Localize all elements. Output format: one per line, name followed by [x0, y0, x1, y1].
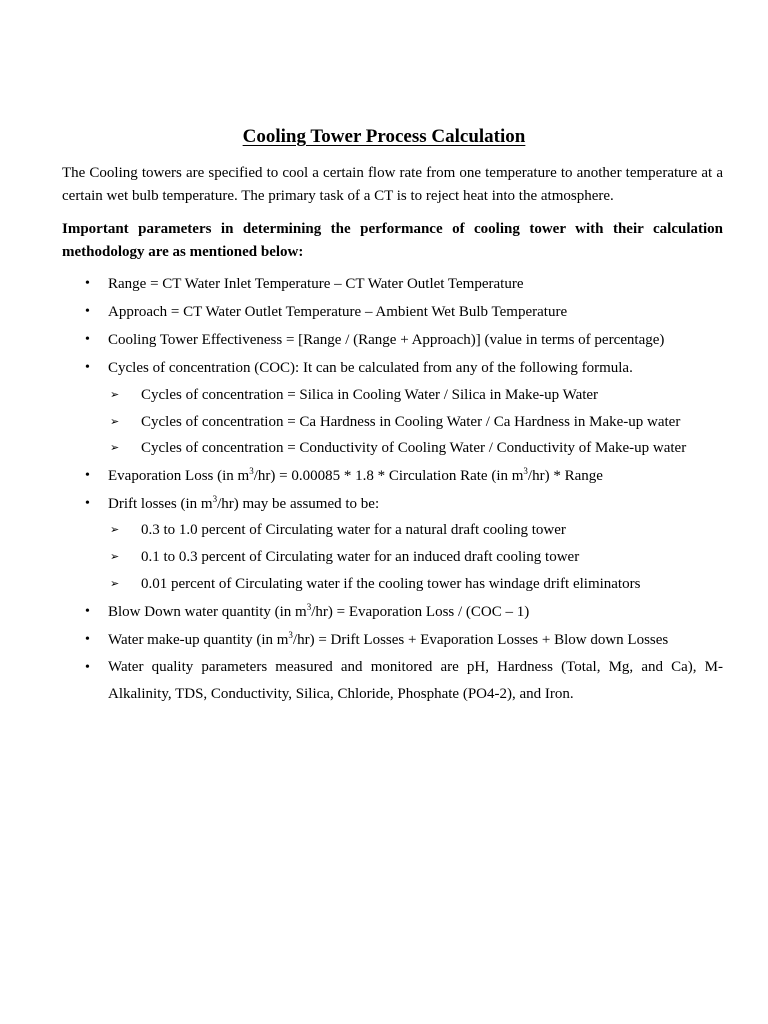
text-run: /hr) = 0.00085 * 1.8 * Circulation Rate (in m — [253, 468, 524, 484]
bullet-icon: • — [85, 304, 90, 319]
superscript: 3 — [288, 630, 293, 640]
text-run: /hr) * Range — [527, 468, 603, 484]
text-run: Evaporation Loss (in m — [108, 468, 250, 484]
list-item-approach — [0, 301, 768, 323]
text-run: /hr) may be assumed to be: — [217, 496, 380, 512]
arrow-bullet-icon: ➢ — [110, 551, 120, 563]
superscript: 3 — [306, 602, 312, 612]
list-item-text — [108, 601, 723, 623]
list-item-makeup — [0, 629, 768, 651]
list-item-blowdown — [0, 601, 768, 623]
list-item-text: Water quality parameters measured and monitored are pH, Hardness (Total, Mg, and Ca), M-Alkalinity, TDS, Conductivity, Silica, Chloride, Phosphate (PO4-2), and Iron. — [108, 659, 723, 702]
sub-item-text: 0.1 to 0.3 percent of Circulating water for an induced draft cooling tower — [141, 549, 580, 565]
arrow-bullet-icon: ➢ — [110, 578, 120, 590]
arrow-bullet-icon: ➢ — [110, 524, 120, 536]
sub-item-coc-hardness — [0, 411, 768, 433]
list-item-text — [108, 629, 723, 651]
list-item-text: Cooling Tower Effectiveness = [Range / (Range + Approach)] (value in terms of percentage) — [108, 332, 665, 348]
bullet-icon: • — [85, 604, 90, 619]
text-run: /hr) = Evaporation Loss / (COC – 1) — [311, 604, 530, 620]
sub-item-drift-natural — [0, 519, 768, 541]
page-title: Cooling Tower Process Calculation — [242, 126, 526, 147]
sub-item-text: Cycles of concentration = Silica in Cooling Water / Silica in Make-up Water — [141, 387, 599, 403]
list-item-evaporation — [0, 465, 768, 487]
superscript: 3 — [212, 494, 218, 504]
sub-item-text: 0.01 percent of Circulating water if the cooling tower has windage drift eliminators — [141, 576, 641, 592]
list-item-text: Cycles of concentration (COC): It can be calculated from any of the following formula. — [108, 360, 633, 376]
important-heading: Important parameters in determining the performance of cooling tower with their calculation methodology are as mentioned below: — [62, 221, 723, 260]
sub-item-text: Cycles of concentration = Conductivity of Cooling Water / Conductivity of Make-up water — [141, 440, 687, 456]
list-item-coc — [0, 357, 768, 379]
arrow-bullet-icon: ➢ — [110, 416, 120, 428]
list-item-text — [108, 493, 723, 515]
bullet-icon: • — [85, 468, 90, 483]
sub-item-drift-eliminators — [0, 573, 768, 595]
bullet-icon: • — [85, 496, 90, 511]
arrow-bullet-icon: ➢ — [110, 389, 120, 401]
superscript: 3 — [249, 466, 254, 476]
bullet-icon: • — [85, 332, 90, 347]
bullet-icon: • — [85, 276, 90, 291]
sub-item-coc-conductivity — [0, 437, 768, 459]
text-run: /hr) = Drift Losses + Evaporation Losses + Blow down Losses — [292, 632, 669, 648]
sub-item-drift-induced — [0, 546, 768, 568]
bullet-icon: • — [85, 632, 90, 647]
list-item-text: Range = CT Water Inlet Temperature – CT Water Outlet Temperature — [108, 276, 524, 292]
list-item-text: Approach = CT Water Outlet Temperature – Ambient Wet Bulb Temperature — [108, 304, 568, 320]
bullet-icon: • — [85, 660, 90, 675]
list-item-range — [0, 273, 768, 295]
text-run: Drift losses (in m — [108, 496, 213, 512]
superscript: 3 — [523, 466, 528, 476]
text-run: Water make-up quantity (in m — [108, 632, 289, 648]
sub-item-text: 0.3 to 1.0 percent of Circulating water for a natural draft cooling tower — [141, 522, 566, 538]
sub-item-coc-silica — [0, 384, 768, 406]
bullet-icon: • — [85, 360, 90, 375]
list-item-drift — [0, 493, 768, 515]
text-run: Blow Down water quantity (in m — [108, 604, 307, 620]
arrow-bullet-icon: ➢ — [110, 442, 120, 454]
list-item-effectiveness — [0, 329, 768, 351]
list-item-text — [108, 465, 723, 487]
sub-item-text: Cycles of concentration = Ca Hardness in Cooling Water / Ca Hardness in Make-up water — [141, 414, 681, 430]
intro-paragraph: The Cooling towers are specified to cool a certain flow rate from one temperature to another temperature at a certain wet bulb temperature. The primary task of a CT is to reject heat into the atmosphere. — [62, 165, 723, 204]
